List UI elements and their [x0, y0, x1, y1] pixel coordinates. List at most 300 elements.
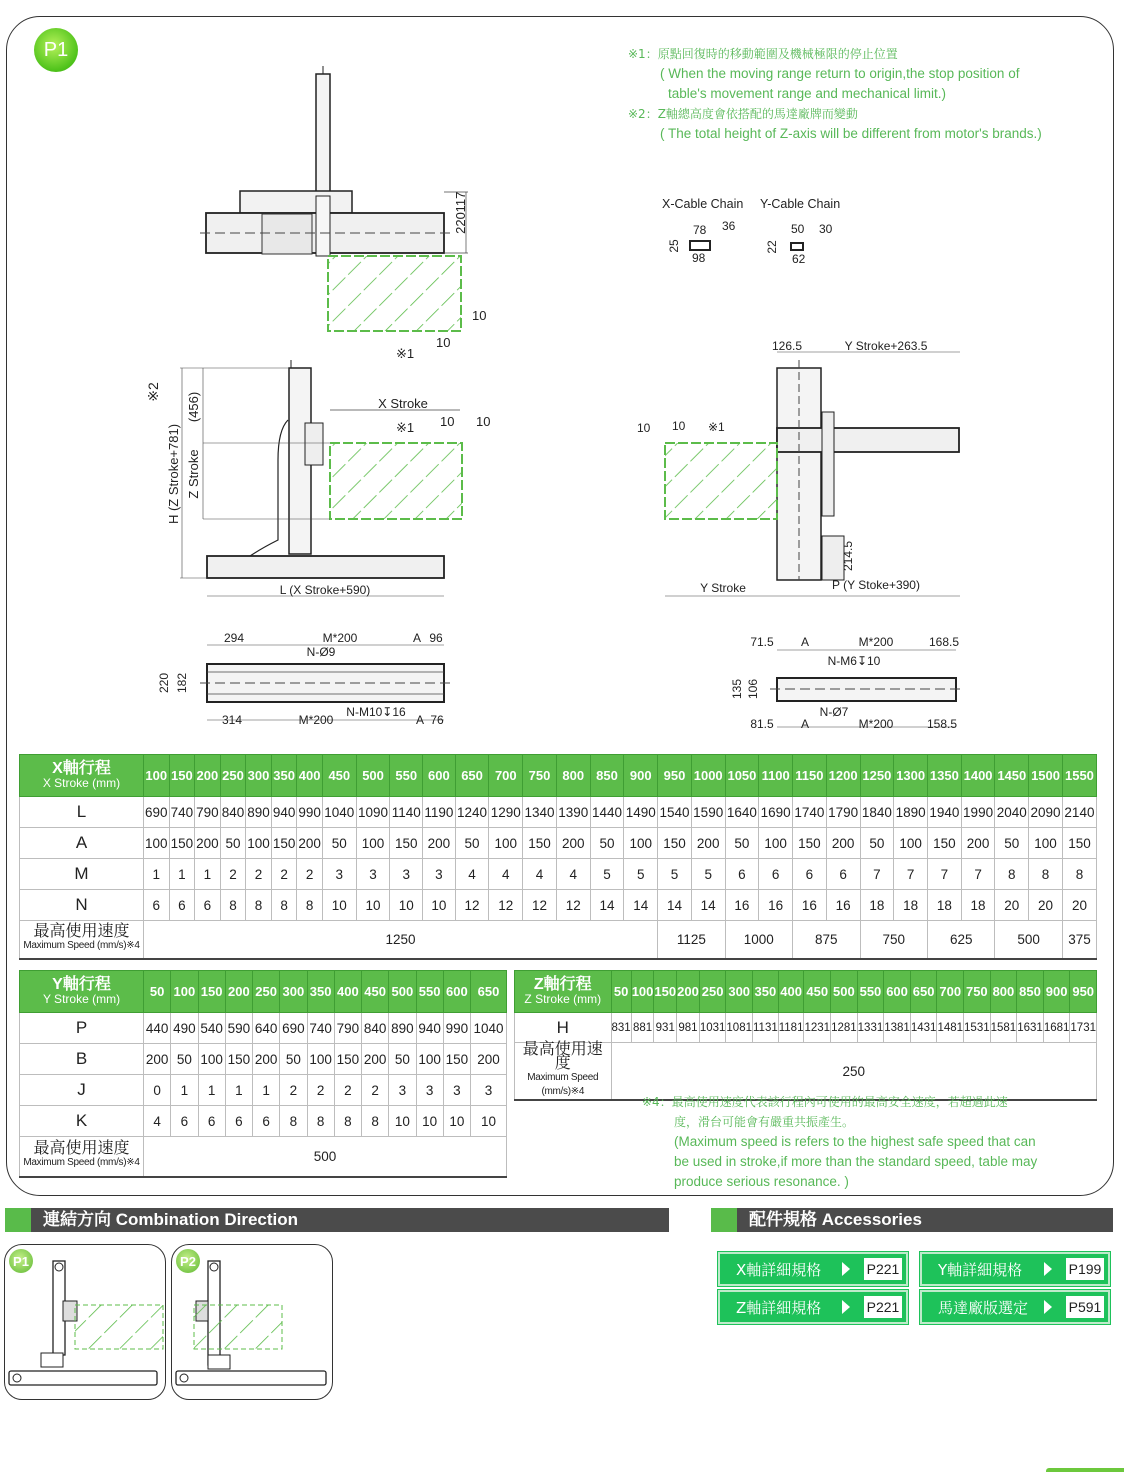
stroke-header: 200 [225, 971, 252, 1013]
table-cell: 8 [271, 890, 297, 921]
dim-220: 220 [453, 212, 468, 234]
y-stroke-label: Y Stroke [700, 581, 746, 595]
table-cell: 940 [271, 797, 297, 828]
table-cell: 16 [759, 890, 793, 921]
button-label: X軸詳細規格 [736, 1260, 822, 1279]
table-cell: 2090 [1029, 797, 1063, 828]
stroke-header: 600 [423, 755, 456, 797]
dim-456: (456) [186, 391, 201, 423]
header-zh: X軸行程 [52, 759, 111, 777]
table-cell: 8 [220, 890, 246, 921]
table-cell: 10 [356, 890, 390, 921]
stroke-header: 800 [556, 755, 590, 797]
speed-value: 375 [1062, 921, 1096, 959]
table-cell: 12 [455, 890, 489, 921]
table-cell: 6 [793, 859, 827, 890]
dim-135: 135 [730, 678, 744, 700]
combination-card-p2[interactable] [171, 1244, 333, 1400]
dim-10b-side: 10 [476, 414, 491, 429]
note-2-zh: ※2：Z軸總高度會依搭配的馬達廠牌而變動 [628, 107, 858, 121]
table-cell: 2 [334, 1075, 361, 1106]
stroke-header: 250 [253, 971, 280, 1013]
table-row [20, 1044, 507, 1075]
table-cell: 4 [556, 859, 590, 890]
chevron-right-icon [1044, 1300, 1052, 1314]
table-cell: 2040 [995, 797, 1029, 828]
header-zh: Y軸行程 [52, 975, 111, 993]
table-cell: 1590 [691, 797, 725, 828]
table-cell: 16 [826, 890, 860, 921]
table-cell: 150 [1062, 828, 1096, 859]
table-cell: 200 [195, 828, 221, 859]
x-25: 25 [667, 239, 681, 253]
m200-bot: M*200 [298, 713, 334, 727]
table-cell: 200 [253, 1044, 280, 1075]
dim-76: 76 [430, 713, 444, 727]
front-view-drawing [637, 339, 960, 596]
table-cell: 18 [927, 890, 961, 921]
section-accent [5, 1208, 31, 1232]
stroke-header: 250 [699, 971, 726, 1013]
table-cell: 200 [362, 1044, 389, 1075]
row-label: J [20, 1075, 144, 1106]
table-cell: 6 [195, 890, 221, 921]
table-cell: 10 [443, 1106, 470, 1137]
page-ref: P591 [1066, 1296, 1104, 1318]
m200-bot: M*200 [858, 717, 894, 731]
accessory-button-y-axis[interactable] [920, 1252, 1110, 1286]
stroke-header: 650 [910, 971, 937, 1013]
speed-row [20, 1137, 507, 1177]
table-cell: 150 [271, 828, 297, 859]
stroke-header: 1350 [927, 755, 961, 797]
table-cell: 12 [523, 890, 557, 921]
dim-10b-front: 10 [672, 419, 686, 433]
table-row [20, 1106, 507, 1137]
stroke-header: 300 [246, 755, 272, 797]
table-cell: 840 [362, 1013, 389, 1044]
table-cell: 7 [927, 859, 961, 890]
stroke-header: 400 [297, 755, 323, 797]
table-cell: 881 [631, 1013, 654, 1043]
table-cell: 100 [489, 828, 523, 859]
dim-158-5: 158.5 [926, 717, 958, 731]
speed-zh: 最高使用速度 [522, 1041, 603, 1072]
table-cell: 1631 [1017, 1013, 1044, 1043]
table-cell: 1231 [804, 1013, 831, 1043]
button-label: Z軸詳細規格 [736, 1298, 822, 1317]
button-label: 馬達廠版選定 [938, 1298, 1029, 1317]
stroke-header: 100 [631, 971, 654, 1013]
dim-10a-side: 10 [440, 414, 455, 429]
table-cell: 1790 [826, 797, 860, 828]
table-cell: 150 [658, 828, 692, 859]
header-zh: Z軸行程 [533, 975, 592, 993]
n-m6: N-M6↧10 [827, 654, 881, 668]
stroke-header: 550 [857, 971, 884, 1013]
stroke-header: 350 [307, 971, 334, 1013]
table-cell: 4 [455, 859, 489, 890]
table-cell: 10 [423, 890, 456, 921]
ref-1: ※1 [396, 346, 415, 361]
table-row [20, 859, 1097, 890]
table-cell: 1490 [624, 797, 658, 828]
table-cell: 1481 [937, 1013, 964, 1043]
dim-220: 220 [157, 672, 171, 694]
page-ref: P199 [1066, 1258, 1104, 1280]
table-cell: 1390 [556, 797, 590, 828]
note-4-zh-1: ※4：最高使用速度代表該行程內可使用的最高安全速度，若超過此速 [642, 1095, 1008, 1109]
stroke-header: 150 [198, 971, 225, 1013]
z-stroke-table [514, 970, 1097, 1101]
stroke-header: 750 [964, 971, 991, 1013]
table-cell: 1331 [857, 1013, 884, 1043]
speed-value: 875 [793, 921, 860, 959]
stroke-header: 1400 [961, 755, 995, 797]
speed-value: 500 [144, 1137, 507, 1177]
table-cell: 50 [280, 1044, 307, 1075]
table-cell: 2140 [1062, 797, 1096, 828]
table-cell: 5 [624, 859, 658, 890]
stroke-header: 300 [726, 971, 753, 1013]
table-row [20, 797, 1097, 828]
table-cell: 150 [225, 1044, 252, 1075]
table-cell: 8 [995, 859, 1029, 890]
chevron-right-icon [1044, 1262, 1052, 1276]
ref-1-front: ※1 [708, 420, 725, 434]
y-50: 50 [791, 222, 805, 236]
table-cell: 5 [590, 859, 624, 890]
table-cell: 3 [423, 859, 456, 890]
table-cell: 740 [307, 1013, 334, 1044]
table-cell: 8 [334, 1106, 361, 1137]
accessories-section-header [711, 1208, 1113, 1232]
combination-title: 連結方向 Combination Direction [43, 1210, 298, 1229]
stroke-header: 1450 [995, 755, 1029, 797]
stroke-header: 1100 [759, 755, 793, 797]
table-cell: 150 [523, 828, 557, 859]
stroke-header: 600 [443, 971, 470, 1013]
table-cell: 1531 [964, 1013, 991, 1043]
combination-card-p1[interactable] [4, 1244, 166, 1400]
table-cell: 3 [389, 1075, 416, 1106]
table-cell: 10 [390, 890, 423, 921]
table-cell: 200 [471, 1044, 507, 1075]
accessory-button-motor[interactable] [920, 1290, 1110, 1324]
page-ref: P221 [864, 1296, 902, 1318]
table-cell: 740 [169, 797, 195, 828]
table-cell: 18 [961, 890, 995, 921]
y-stroke-table [19, 970, 507, 1178]
table-cell: 50 [322, 828, 356, 859]
dim-168-5: 168.5 [928, 635, 960, 649]
table-cell: 5 [658, 859, 692, 890]
table-cell: 200 [556, 828, 590, 859]
table-cell: 2 [220, 859, 246, 890]
table-cell: 7 [860, 859, 894, 890]
table-cell: 6 [826, 859, 860, 890]
table-cell: 690 [144, 797, 170, 828]
stroke-header: 400 [334, 971, 361, 1013]
table-cell: 16 [793, 890, 827, 921]
row-label: L [20, 797, 144, 828]
table-cell: 690 [280, 1013, 307, 1044]
table-cell: 1081 [726, 1013, 753, 1043]
accessory-button-z-axis[interactable] [718, 1290, 908, 1324]
table-cell: 1 [195, 859, 221, 890]
table-cell: 50 [220, 828, 246, 859]
stroke-header: 950 [1070, 971, 1097, 1013]
table-cell: 2 [297, 859, 323, 890]
stroke-header: 450 [322, 755, 356, 797]
table-cell: 0 [144, 1075, 171, 1106]
table-cell: 1181 [778, 1013, 804, 1043]
speed-value: 750 [860, 921, 927, 959]
table-cell: 10 [416, 1106, 443, 1137]
stroke-header: 200 [677, 971, 700, 1013]
table-cell: 931 [654, 1013, 677, 1043]
table-cell: 8 [1029, 859, 1063, 890]
table-cell: 150 [169, 828, 195, 859]
a-top: A [412, 631, 422, 645]
table-row [20, 1013, 507, 1044]
y-cable-title: Y-Cable Chain [760, 197, 841, 211]
x-98: 98 [692, 251, 706, 265]
x-stroke-label: X Stroke [378, 396, 428, 411]
button-label: Y軸詳細規格 [938, 1260, 1023, 1279]
stroke-header: 1500 [1029, 755, 1063, 797]
row-label: N [20, 890, 144, 921]
table-cell: 200 [297, 828, 323, 859]
table-cell: 1 [171, 1075, 198, 1106]
table-cell: 100 [356, 828, 390, 859]
speed-en: Maximum Speed (mm/s)※4 [23, 940, 140, 952]
header-en: X Stroke (mm) [42, 775, 121, 790]
header-label [20, 971, 144, 1013]
page-ref: P221 [864, 1258, 902, 1280]
table-cell: 1740 [793, 797, 827, 828]
table-cell: 440 [144, 1013, 171, 1044]
table-cell: 6 [225, 1106, 252, 1137]
table-cell: 6 [169, 890, 195, 921]
row-label: B [20, 1044, 144, 1075]
table-cell: 50 [590, 828, 624, 859]
table-cell: 1290 [489, 797, 523, 828]
note-4-en-2: be used in stroke,if more than the standard speed, table may [674, 1154, 1038, 1169]
table-cell: 1090 [356, 797, 390, 828]
table-cell: 100 [894, 828, 928, 859]
table-cell: 540 [198, 1013, 225, 1044]
stroke-header: 200 [195, 755, 221, 797]
table-cell: 1940 [927, 797, 961, 828]
table-cell: 1731 [1070, 1013, 1097, 1043]
stroke-header: 550 [416, 971, 443, 1013]
stroke-header: 500 [389, 971, 416, 1013]
table-cell: 100 [246, 828, 272, 859]
stroke-header: 650 [471, 971, 507, 1013]
table-cell: 1240 [455, 797, 489, 828]
x-stroke-table [19, 754, 1097, 960]
l-label: L (X Stroke+590) [279, 583, 371, 597]
row-label: M [20, 859, 144, 890]
stroke-header: 100 [144, 755, 170, 797]
table-cell: 3 [322, 859, 356, 890]
table-cell: 990 [297, 797, 323, 828]
stroke-header: 1150 [793, 755, 827, 797]
table-cell: 2 [362, 1075, 389, 1106]
table-cell: 590 [225, 1013, 252, 1044]
note-1-zh: ※1：原點回復時的移動範圍及機械極限的停止位置 [628, 47, 898, 61]
table-cell: 4 [523, 859, 557, 890]
speed-value: 1125 [658, 921, 725, 959]
combination-section-header [5, 1208, 669, 1232]
stroke-header: 350 [271, 755, 297, 797]
stroke-header: 1300 [894, 755, 928, 797]
stroke-header: 500 [831, 971, 858, 1013]
stroke-header: 50 [144, 971, 171, 1013]
table-cell: 20 [1029, 890, 1063, 921]
stroke-header: 850 [1017, 971, 1044, 1013]
stroke-header: 350 [753, 971, 779, 1013]
table-cell: 50 [455, 828, 489, 859]
m200-top: M*200 [858, 635, 894, 649]
table-row [20, 828, 1097, 859]
speed-zh: 最高使用速度 [33, 923, 130, 941]
stroke-header: 500 [356, 755, 390, 797]
speed-value: 250 [611, 1043, 1096, 1101]
speed-zh: 最高使用速度 [33, 1140, 130, 1158]
table-cell: 1040 [322, 797, 356, 828]
speed-label [20, 1137, 144, 1177]
speed-value: 1000 [725, 921, 792, 959]
note-1-en-2: table's movement range and mechanical limit.) [668, 86, 946, 101]
table-cell: 490 [171, 1013, 198, 1044]
dim-294: 294 [223, 631, 245, 645]
a-bot: A [415, 713, 425, 727]
dim-106: 106 [746, 678, 760, 700]
dim-182: 182 [175, 672, 189, 694]
accessories-title: 配件規格 Accessories [749, 1210, 922, 1229]
table-cell: 1890 [894, 797, 928, 828]
table-cell: 1281 [831, 1013, 858, 1043]
table-cell: 12 [489, 890, 523, 921]
speed-value: 1250 [144, 921, 658, 959]
table-cell: 890 [246, 797, 272, 828]
table-cell: 6 [144, 890, 170, 921]
section-accent [711, 1208, 737, 1232]
table-cell: 8 [1062, 859, 1096, 890]
table-cell: 200 [826, 828, 860, 859]
stroke-header: 800 [990, 971, 1017, 1013]
table-cell: 100 [1029, 828, 1063, 859]
stroke-header: 100 [171, 971, 198, 1013]
stroke-header: 850 [590, 755, 624, 797]
dim-10a: 10 [472, 308, 487, 323]
speed-value: 500 [995, 921, 1062, 959]
dim-96: 96 [429, 631, 443, 645]
accessory-button-x-axis[interactable] [718, 1252, 908, 1286]
stroke-header: 1250 [860, 755, 894, 797]
table-cell: 1 [253, 1075, 280, 1106]
speed-label [515, 1043, 612, 1101]
table-cell: 6 [253, 1106, 280, 1137]
dim-10a-front: 10 [637, 421, 651, 435]
x-36: 36 [722, 219, 736, 233]
table-cell: 7 [894, 859, 928, 890]
table-cell: 1690 [759, 797, 793, 828]
page-badge: P1 [34, 28, 78, 72]
table-cell: 150 [927, 828, 961, 859]
cable-chain-drawing [662, 197, 840, 266]
table-cell: 8 [362, 1106, 389, 1137]
table-cell: 790 [195, 797, 221, 828]
table-cell: 50 [389, 1044, 416, 1075]
table-cell: 100 [144, 828, 170, 859]
card-badge: P2 [176, 1249, 200, 1273]
table-cell: 50 [171, 1044, 198, 1075]
top-view-drawing [200, 66, 486, 361]
dim-10b: 10 [436, 335, 451, 350]
row-label: A [20, 828, 144, 859]
table-cell: 1040 [471, 1013, 507, 1044]
table-cell: 6 [198, 1106, 225, 1137]
h-label: H (Z Stroke+781) [166, 423, 181, 525]
y-30: 30 [819, 222, 833, 236]
stroke-header: 1050 [725, 755, 759, 797]
note-4-en-3: produce serious resonance. ) [674, 1174, 849, 1189]
n-m10: N-M10↧16 [346, 705, 406, 719]
speed-value: 625 [927, 921, 994, 959]
stroke-header: 150 [169, 755, 195, 797]
table-cell: 12 [556, 890, 590, 921]
ref-2: ※2 [145, 382, 161, 402]
speed-en: Maximum Speed (mm/s)※4 [23, 1157, 140, 1169]
stroke-header: 1550 [1062, 755, 1096, 797]
row-label: K [20, 1106, 144, 1137]
z-stroke-label: Z Stroke [186, 449, 201, 499]
header-en: Z Stroke (mm) [524, 991, 602, 1006]
table-cell: 1340 [523, 797, 557, 828]
table-row [20, 890, 1097, 921]
table-cell: 1 [169, 859, 195, 890]
stroke-header: 1200 [826, 755, 860, 797]
table-cell: 200 [423, 828, 456, 859]
y-stroke-263: Y Stroke+263.5 [844, 339, 928, 353]
row-label: H [515, 1013, 612, 1043]
table-cell: 150 [390, 828, 423, 859]
dim-314: 314 [221, 713, 243, 727]
table-cell: 1431 [910, 1013, 937, 1043]
y-base-drawing [730, 635, 964, 731]
table-cell: 200 [691, 828, 725, 859]
table-cell: 3 [390, 859, 423, 890]
table-cell: 6 [759, 859, 793, 890]
table-cell: 890 [389, 1013, 416, 1044]
table-cell: 1540 [658, 797, 692, 828]
table-cell: 2 [307, 1075, 334, 1106]
stroke-header: 650 [455, 755, 489, 797]
speed-row [20, 921, 1097, 959]
dim-117: 117 [453, 191, 468, 213]
x-78: 78 [693, 223, 707, 237]
table-cell: 640 [253, 1013, 280, 1044]
speed-en: Maximum Speed (mm/s)※4 [527, 1072, 599, 1097]
table-row [515, 1013, 1097, 1043]
row-label: P [20, 1013, 144, 1044]
table-cell: 3 [443, 1075, 470, 1106]
stroke-header: 950 [658, 755, 692, 797]
table-cell: 1990 [961, 797, 995, 828]
